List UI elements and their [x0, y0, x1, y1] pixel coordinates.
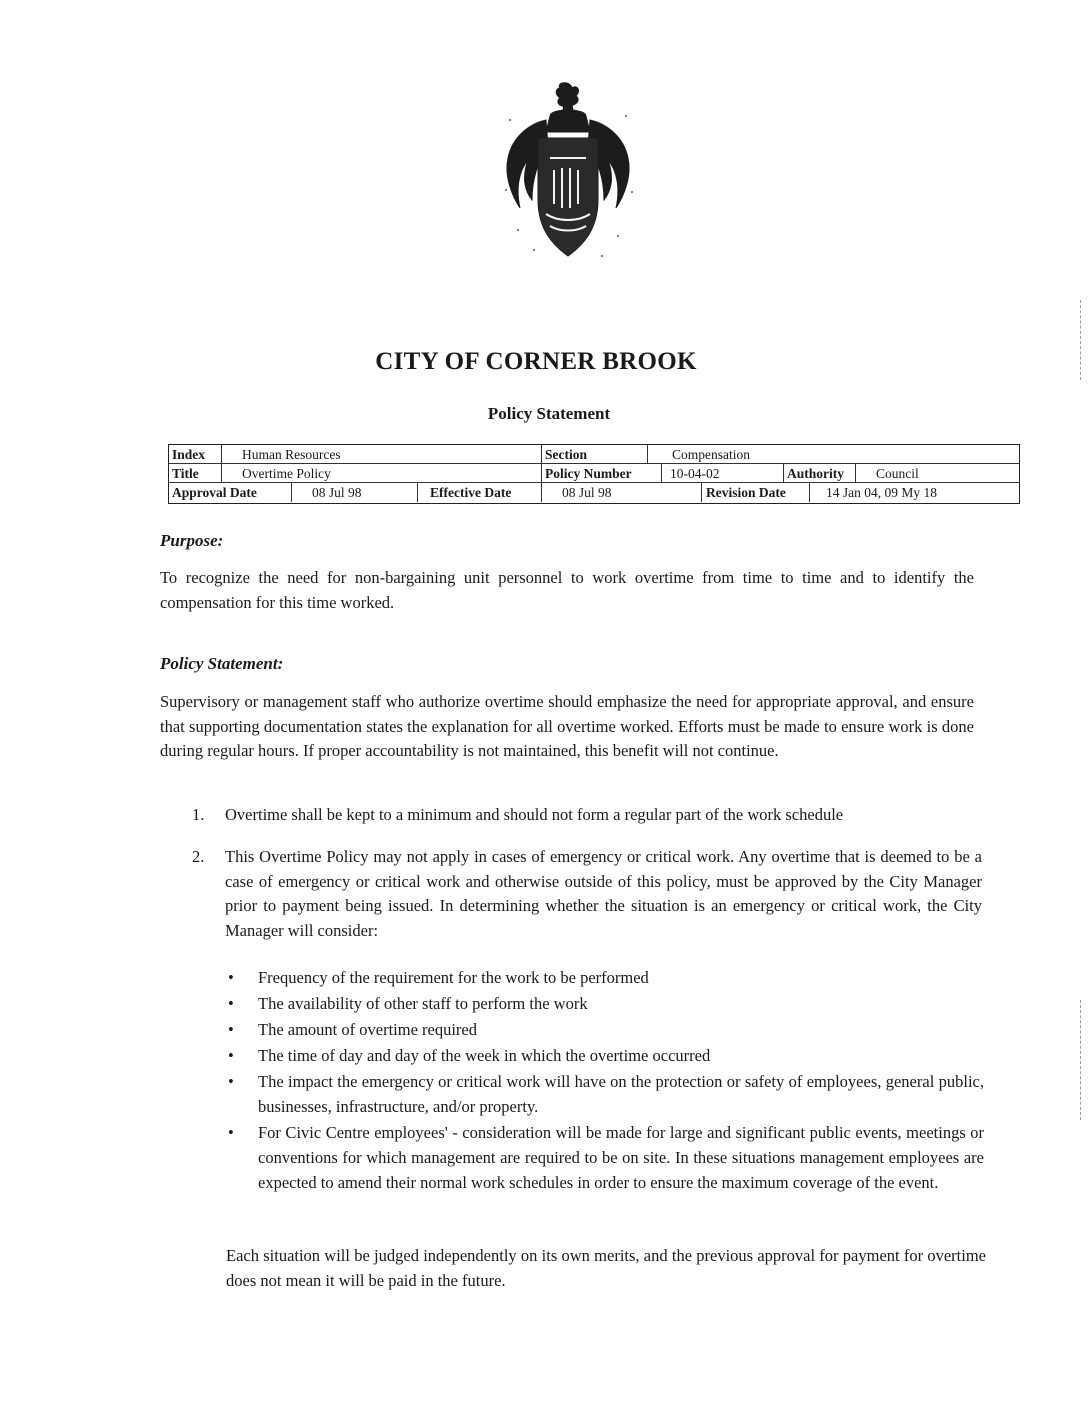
policy-info-table — [168, 444, 1020, 504]
scan-edge-mark — [1080, 300, 1082, 380]
list-item — [224, 1043, 984, 1068]
policy-statement-heading: Policy Statement: — [160, 654, 284, 673]
consideration-list — [224, 965, 984, 1196]
bullet-icon: • — [228, 1046, 234, 1065]
revision-date-value: 14 Jan 04, 09 My 18 — [809, 483, 1021, 502]
table-row — [169, 445, 1019, 464]
revision-date-label: Revision Date — [701, 483, 809, 502]
effective-date-label: Effective Date — [417, 483, 541, 502]
closing-paragraph: Each situation will be judged independently on its own merits, and the previous approval for payment for overtime does not mean it will be paid in the future. — [226, 1246, 986, 1290]
list-item-text: Frequency of the requirement for the work to be performed — [258, 968, 649, 987]
approval-date-label: Approval Date — [172, 485, 257, 500]
title-value: Overtime Policy — [221, 464, 541, 483]
approval-date-value: 08 Jul 98 — [291, 483, 417, 502]
item-number: 2. — [192, 847, 205, 866]
list-item — [224, 1069, 984, 1119]
list-item-text: The availability of other staff to perform the work — [258, 994, 588, 1013]
table-row — [169, 464, 1019, 483]
bullet-icon: • — [228, 1072, 234, 1091]
list-item — [224, 1017, 984, 1042]
bullet-icon: • — [228, 1020, 234, 1039]
scan-edge-mark — [1080, 1000, 1082, 1120]
purpose-heading: Purpose: — [160, 531, 224, 550]
table-row — [169, 483, 1019, 502]
title-label: Title — [172, 466, 199, 481]
list-item-text: For Civic Centre employees' - consideration will be made for large and significant public events, meetings or conventions for which management are required to be on site. In these situations management employees are expected to amend their normal work schedules in order to ensure the maximum coverage of the event. — [258, 1123, 984, 1192]
list-item-text: The impact the emergency or critical work will have on the protection or safety of employees, general public, businesses, infrastructure, and/or property. — [258, 1072, 984, 1116]
coat-of-arms-icon — [498, 80, 638, 270]
bullet-icon: • — [228, 968, 234, 987]
authority-label: Authority — [783, 464, 855, 483]
policy-number-value: 10-04-02 — [661, 464, 783, 483]
authority-value: Council — [855, 464, 1021, 483]
index-value: Human Resources — [221, 445, 541, 464]
list-item — [224, 965, 984, 990]
list-item — [224, 1120, 984, 1195]
item-number: 1. — [192, 805, 205, 824]
policy-intro-text: Supervisory or management staff who authorize overtime should emphasize the need for appropriate approval, and ensure that supporting documentation states the explanation for all overtime worked. Efforts must be made to ensure work is done during regular hours. If proper accountability is not maintained, this benefit will not continue. — [160, 692, 974, 760]
document-subtitle: Policy Statement — [487, 404, 611, 423]
city-title: CITY OF CORNER BROOK — [375, 348, 697, 375]
index-label: Index — [172, 447, 206, 462]
section-value: Compensation — [647, 445, 1021, 464]
policy-number-label: Policy Number — [541, 464, 661, 483]
list-item-text: The time of day and day of the week in which the overtime occurred — [258, 1046, 711, 1065]
item-text: Overtime shall be kept to a minimum and should not form a regular part of the work schedule — [225, 805, 844, 824]
effective-date-value: 08 Jul 98 — [541, 483, 701, 502]
bullet-icon: • — [228, 1123, 234, 1142]
list-item-text: The amount of overtime required — [258, 1020, 478, 1039]
purpose-text: To recognize the need for non-bargaining unit personnel to work overtime from time to time and to identify the compensation for this time worked. — [160, 568, 974, 612]
list-item — [224, 991, 984, 1016]
bullet-icon: • — [228, 994, 234, 1013]
section-label: Section — [541, 445, 647, 464]
item-text: This Overtime Policy may not apply in cases of emergency or critical work. Any overtime that is deemed to be a case of emergency or critical work and otherwise outside of this policy, must be approved by the City Manager prior to payment being issued. In determining whether the situation is an emergency or critical work, the City Manager will consider: — [225, 847, 982, 940]
